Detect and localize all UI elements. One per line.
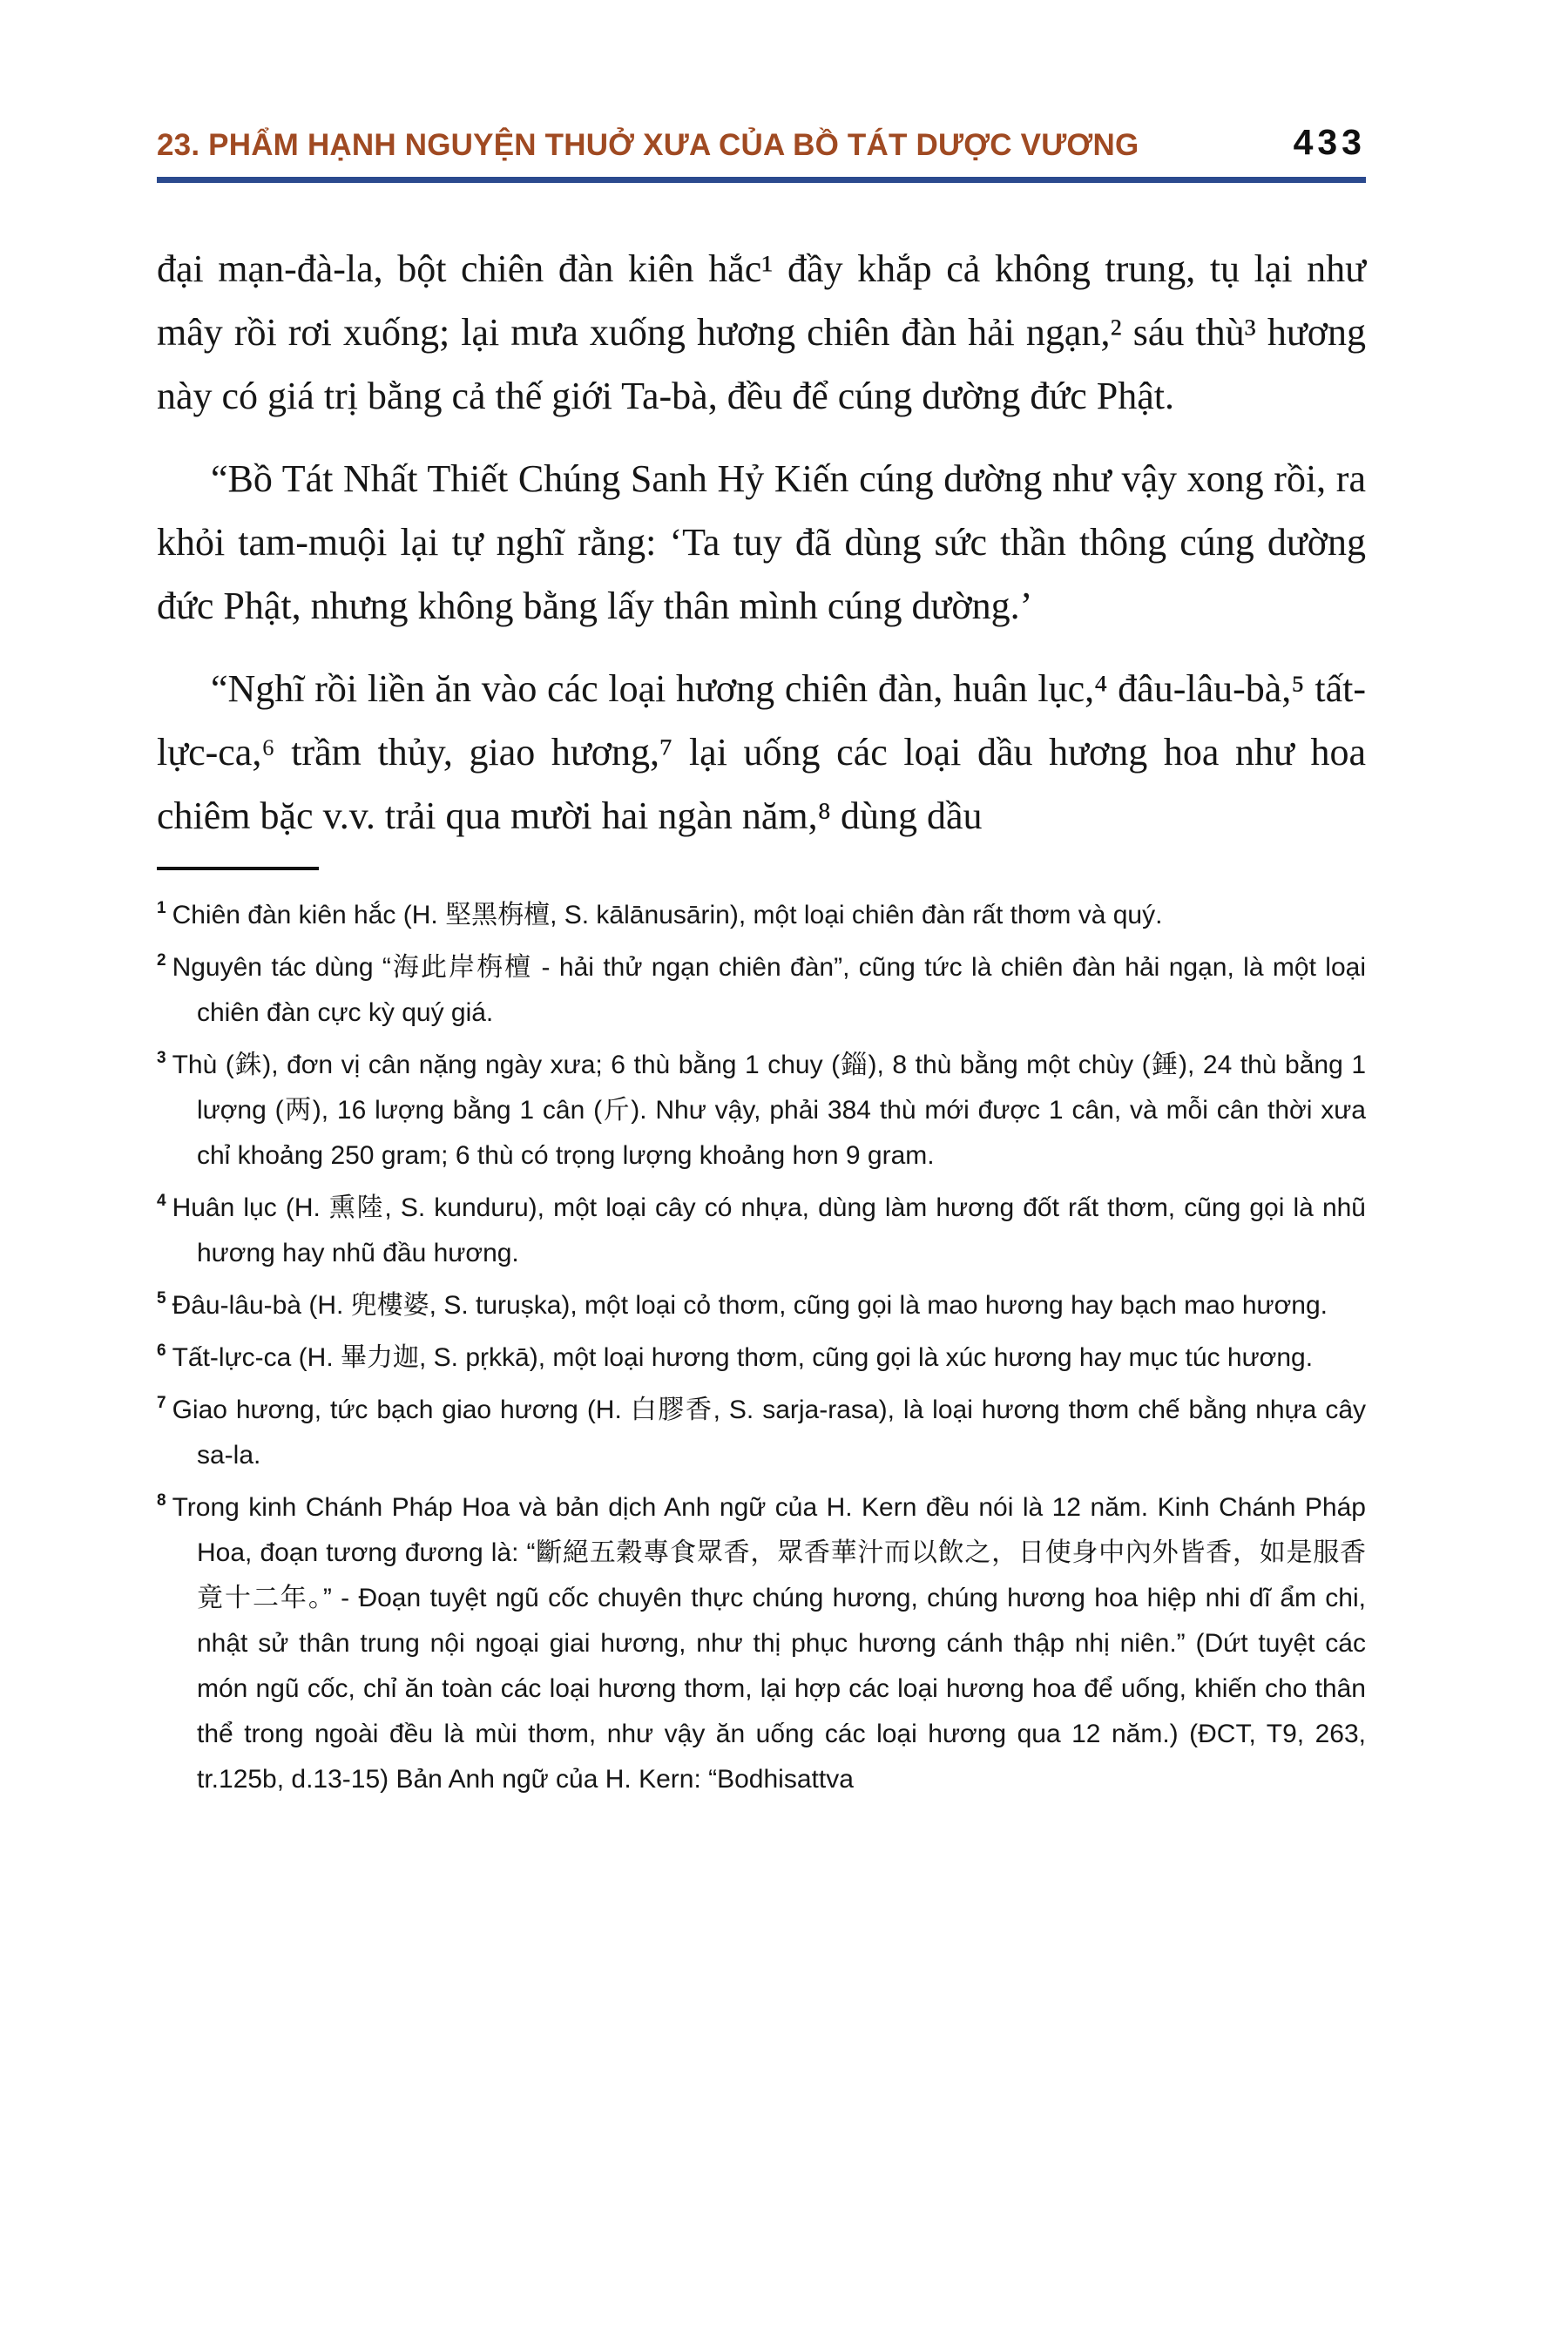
footnotes xyxy=(157,886,1366,1802)
footnote-text: Trong kinh Chánh Pháp Hoa và bản dịch Anh ngữ của H. Kern đều nói là 12 năm. Kinh Chánh Pháp Hoa, đoạn tương đương là: “斷絕五穀專食眾香，眾香華汁而以飲之，日使身中內外皆香，如是服香竟十二年。” - Đoạn tuyệt ngũ cốc chuyên thực chúng hương, chúng hương hoa hiệp nhi dĩ ẩm chi, nhật sử thân trung nội ngoại giai hương, như thị phục hương cánh thập nhị niên.” (Dứt tuyệt các món ngũ cốc, chỉ ăn toàn các loại hương thơm, lại hợp các loại hương hoa để uống, khiến cho thân thể trong ngoài đều là mùi thơm, như vậy ăn uống các loại hương qua 12 năm.) (ĐCT, T9, 263, tr.125b, d.13-15) Bản Anh ngữ của H. Kern: “Bodhisattva xyxy=(172,1493,1366,1794)
running-header xyxy=(157,122,1366,163)
footnote-marker: 2 xyxy=(157,951,166,970)
footnote-text: Chiên đàn kiên hắc (H. 堅黑栴檀, S. kālānusārin), một loại chiên đàn rất thơm và quý. xyxy=(172,901,1163,929)
footnote xyxy=(157,1478,1366,1802)
footnote-marker: 1 xyxy=(157,899,166,917)
footnote-marker: 4 xyxy=(157,1192,166,1210)
paragraph: “Nghĩ rồi liền ăn vào các loại hương chiên đàn, huân lục,⁴ đâu-lâu-bà,⁵ tất-lực-ca,⁶ trầm thủy, giao hương,⁷ lại uống các loại dầu hương hoa như hoa chiêm bặc v.v. trải qua mười hai ngàn năm,⁸ dùng dầu xyxy=(157,667,1366,837)
chapter-title: 23. PHẨM HẠNH NGUYỆN THUỞ XƯA CỦA BỒ TÁT DƯỢC VƯƠNG xyxy=(157,128,1139,162)
footnote-marker: 7 xyxy=(157,1394,166,1412)
footnote xyxy=(157,886,1366,938)
footnote-text: Huân lục (H. 熏陸, S. kunduru), một loại cây có nhựa, dùng làm hương đốt rất thơm, cũng gọi là nhũ hương hay nhũ đầu hương. xyxy=(172,1193,1366,1267)
footnote-text: Nguyên tác dùng “海此岸栴檀 - hải thử ngạn chiên đàn”, cũng tức là chiên đàn hải ngạn, là một loại chiên đàn cực kỳ quý giá. xyxy=(172,953,1366,1027)
footnote xyxy=(157,1328,1366,1381)
footnote-marker: 3 xyxy=(157,1049,166,1067)
header-rule xyxy=(157,177,1366,183)
footnote-text: Tất-lực-ca (H. 畢力迦, S. pṛkkā), một loại hương thơm, cũng gọi là xúc hương hay mục túc hương. xyxy=(172,1343,1314,1372)
paragraph: đại mạn-đà-la, bột chiên đàn kiên hắc¹ đầy khắp cả không trung, tụ lại như mây rồi rơi xuống; lại mưa xuống hương chiên đàn hải ngạn,² sáu thù³ hương này có giá trị bằng cả thế giới Ta-bà, đều để cúng dường đức Phật. xyxy=(157,247,1366,417)
footnote xyxy=(157,1179,1366,1276)
footnote-text: Đâu-lâu-bà (H. 兜樓婆, S. turuṣka), một loại cỏ thơm, cũng gọi là mao hương hay bạch mao hương. xyxy=(172,1291,1328,1320)
footnote xyxy=(157,1381,1366,1478)
footnote-rule xyxy=(157,867,319,870)
body-text xyxy=(157,237,1366,848)
footnote-marker: 8 xyxy=(157,1491,166,1510)
footnote xyxy=(157,938,1366,1036)
paragraph: “Bồ Tát Nhất Thiết Chúng Sanh Hỷ Kiến cúng dường như vậy xong rồi, ra khỏi tam-muội lại tự nghĩ rằng: ‘Ta tuy đã dùng sức thần thông cúng dường đức Phật, nhưng không bằng lấy thân mình cúng dường.’ xyxy=(157,457,1366,627)
footnote-marker: 6 xyxy=(157,1342,166,1360)
footnote-text: Giao hương, tức bạch giao hương (H. 白膠香, S. sarja-rasa), là loại hương thơm chế bằng nhựa cây sa-la. xyxy=(172,1396,1366,1470)
footnote xyxy=(157,1036,1366,1179)
footnote-marker: 5 xyxy=(157,1289,166,1308)
footnote-text: Thù (銖), đơn vị cân nặng ngày xưa; 6 thù bằng 1 chuy (錙), 8 thù bằng một chùy (錘), 24 thù bằng 1 lượng (两), 16 lượng bằng 1 cân (斤). Như vậy, phải 384 thù mới được 1 cân, và mỗi cân thời xưa chỉ khoảng 250 gram; 6 thù có trọng lượng khoảng hơn 9 gram. xyxy=(172,1051,1366,1170)
page-number: 433 xyxy=(1293,122,1366,162)
footnote xyxy=(157,1276,1366,1328)
